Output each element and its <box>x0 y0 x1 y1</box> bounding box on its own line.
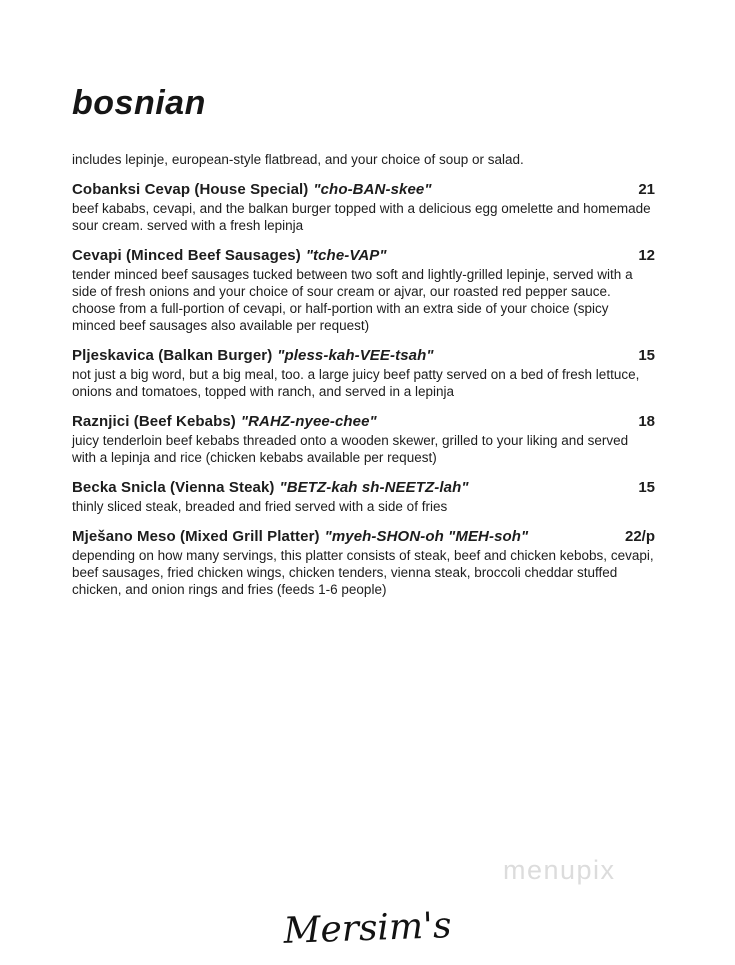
item-price: 15 <box>638 479 655 496</box>
item-description: not just a big word, but a big meal, too. a large juicy beef patty served on a bed of fresh lettuce, onions and tomatoes, topped with ranch, and served in a lepinja <box>72 367 640 399</box>
menupix-watermark: menupix <box>503 855 616 885</box>
item-name: Mješano Meso (Mixed Grill Platter) <box>72 528 320 545</box>
item-title <box>72 479 469 496</box>
item-description: tender minced beef sausages tucked between two soft and lightly-grilled lepinje, served with a side of fresh onions and your choice of sour cream or ajvar, our roasted red pepper sauce. choose from a full-portion of cevapi, or half-portion with an extra side of your choice (spicy minced beef sausages also available per request) <box>72 267 633 333</box>
item-header <box>72 413 655 430</box>
item-price: 21 <box>638 181 655 198</box>
item-description: beef kababs, cevapi, and the balkan burger topped with a delicious egg omelette and homemade sour cream. served with a fresh lepinja <box>72 201 651 233</box>
item-description: juicy tenderloin beef kebabs threaded onto a wooden skewer, grilled to your liking and served with a lepinja and rice (chicken kebabs available per request) <box>72 433 629 465</box>
item-title <box>72 181 432 198</box>
item-pronunciation: "RAHZ-nyee-chee" <box>240 413 377 430</box>
menu-item <box>72 247 655 334</box>
item-title <box>72 347 434 364</box>
item-name: Raznjici (Beef Kebabs) <box>72 413 236 430</box>
item-description: thinly sliced steak, breaded and fried served with a side of fries <box>72 499 448 514</box>
item-name: Pljeskavica (Balkan Burger) <box>72 347 273 364</box>
menu-item <box>72 528 655 598</box>
item-description: depending on how many servings, this platter consists of steak, beef and chicken kebobs, cevapi, beef sausages, fried chicken wings, chicken tenders, vienna steak, broccoli cheddar stuffed chicken, and onion rings and fries (feeds 1-6 people) <box>72 548 654 597</box>
item-price: 18 <box>638 413 655 430</box>
item-header <box>72 347 655 364</box>
item-pronunciation: "myeh-SHON-oh "MEH-soh" <box>324 528 529 545</box>
menu-item <box>72 413 655 466</box>
item-name: Cobanksi Cevap (House Special) <box>72 181 309 198</box>
item-pronunciation: "tche-VAP" <box>305 247 387 264</box>
item-title <box>72 528 528 545</box>
item-price: 12 <box>638 247 655 264</box>
page-title: bosnian <box>72 84 206 122</box>
item-title <box>72 247 387 264</box>
item-pronunciation: "pless-kah-VEE-tsah" <box>277 347 434 364</box>
item-pronunciation: "cho-BAN-skee" <box>313 181 432 198</box>
item-header <box>72 479 655 496</box>
item-price: 15 <box>638 347 655 364</box>
menu-item <box>72 181 655 234</box>
menu-item <box>72 347 655 400</box>
item-pronunciation: "BETZ-kah sh-NEETZ-lah" <box>279 479 469 496</box>
item-header <box>72 181 655 198</box>
item-title <box>72 413 377 430</box>
item-name: Cevapi (Minced Beef Sausages) <box>72 247 301 264</box>
menu-intro: includes lepinje, european-style flatbread, and your choice of soup or salad. <box>72 152 524 167</box>
item-header <box>72 247 655 264</box>
restaurant-logo: Mersim's <box>282 905 453 952</box>
menu-item <box>72 479 655 515</box>
item-price: 22/p <box>624 528 655 545</box>
item-header <box>72 528 655 545</box>
item-name: Becka Snicla (Vienna Steak) <box>72 479 275 496</box>
